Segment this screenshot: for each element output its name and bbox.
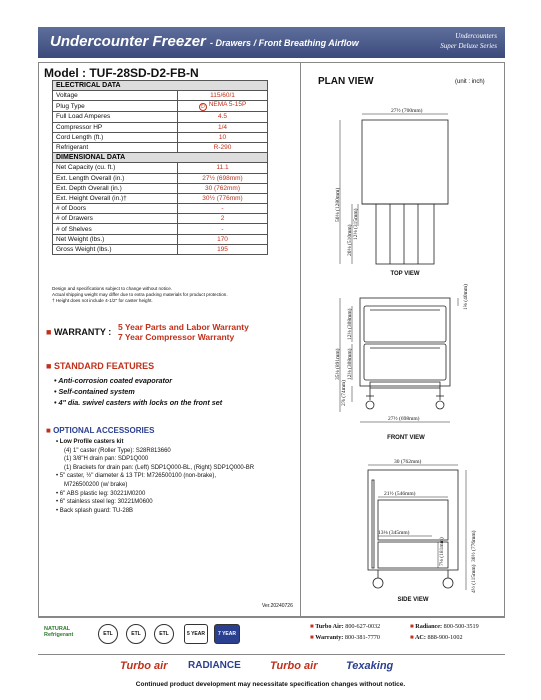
- etl-icon: ETL: [126, 624, 146, 644]
- list-item: • 6" ABS plastic leg: 30221M0200: [56, 490, 146, 497]
- contact-list: ■ Turbo Air: 800-627-0032 ■ Radiance: 800-500-3519 ■ Warranty: 800-381-7770 ■ AC: 888-900-1002: [310, 623, 479, 641]
- table-row: Net Weight (lbs.) 170: [53, 234, 268, 244]
- bullet-icon: ■: [46, 361, 54, 371]
- plan-view-title: PLAN VIEW: [318, 76, 374, 87]
- list-item: • 4" dia. swivel casters with locks on the front set: [54, 398, 223, 407]
- front-view-label: FRONT VIEW: [387, 435, 425, 441]
- spec-note-2: Actual shipping weight may differ due to extra packing materials for product protection.: [52, 292, 228, 297]
- front-view-dimensions: [340, 298, 458, 422]
- radiance-logo: RADIANCE: [188, 660, 241, 671]
- table-row: Gross Weight (lbs.) 195: [53, 244, 268, 254]
- category-label: Undercounters Super Deluxe Series: [440, 32, 497, 50]
- list-item: (4) 1" caster (Roller Type): S28R813660: [64, 447, 171, 454]
- dim-front-height: 35⅛ (891mm): [335, 348, 341, 380]
- bullet-icon: ■: [410, 623, 416, 630]
- bullet-icon: ■: [310, 623, 316, 630]
- list-item: • Self-contained system: [54, 387, 135, 396]
- table-row: Ext. Height Overall (in.)† 30½ (776mm): [53, 193, 268, 203]
- model-number: TUF-28SD-D2-FB-N: [89, 66, 199, 80]
- table-row: Refrigerant R-290: [53, 142, 268, 152]
- bullet-icon: ■: [46, 426, 54, 435]
- etl-icon: ETL: [98, 624, 118, 644]
- dim-side-inner2: 13⅛ (345mm): [378, 530, 410, 536]
- side-view-label: SIDE VIEW: [397, 597, 429, 603]
- dim-front-base: 2⅞ (74mm): [341, 380, 347, 406]
- dim-front-drawer1: 12⅛ (308mm): [347, 308, 353, 340]
- front-view-drawing: [360, 298, 450, 409]
- table-row: Voltage 115/60/1: [53, 91, 268, 101]
- dim-top-drawer: 12⅛ (315mm): [353, 208, 359, 240]
- warranty-badge-icon: 5 YEAR: [184, 624, 208, 644]
- dim-side-height: 30½ (776mm): [471, 530, 477, 562]
- list-item: • 5" caster, ½" diameter & 13 TPI: M726500100 (non-brake),: [56, 473, 217, 480]
- dim-side-depth: 30 (762mm): [394, 459, 422, 465]
- features-title: ■ STANDARD FEATURES: [46, 361, 155, 371]
- table-row: Ext. Depth Overall (in.) 30 (762mm): [53, 183, 268, 193]
- list-item: • Anti-corrosion coated evaporator: [54, 376, 173, 385]
- page-subtitle: - Drawers / Front Breathing Airflow: [210, 38, 359, 48]
- dim-front-drawer2: 12⅛ (308mm): [347, 348, 353, 380]
- etl-icon: ETL: [154, 624, 174, 644]
- list-item: • Back splash guard: TU-28B: [56, 507, 134, 514]
- list-item: • 6" stainless steel leg: 30221M0600: [56, 499, 153, 506]
- table-row: Net Capacity (cu. ft.) 11.1: [53, 163, 268, 173]
- model-heading: Model : TUF-28SD-D2-FB-N: [44, 66, 199, 80]
- plug-icon: ⏻: [199, 103, 207, 111]
- warranty-badge-icon: 7 YEAR: [214, 624, 240, 644]
- dim-top-width: 27½ (700mm): [391, 108, 423, 114]
- texaking-logo: Texaking: [346, 660, 394, 672]
- table-row: Ext. Length Overall (in.) 27½ (698mm): [53, 173, 268, 183]
- dim-side-inner1: 21½ (546mm): [384, 491, 416, 497]
- version-label: Ver.20240726: [262, 603, 293, 609]
- footer-disclaimer: Continued product development may necessitate specification changes without notice.: [135, 681, 406, 688]
- list-item: (1) Brackets for drain pan: (Left) SDP1Q000-BL, (Right) SDP1Q000-BR: [64, 464, 255, 471]
- bullet-icon: ■: [46, 327, 54, 337]
- table-row: # of Shelves -: [53, 224, 268, 234]
- page-title: Undercounter Freezer - Drawers / Front Breathing Airflow: [50, 33, 359, 50]
- table-row: # of Doors -: [53, 204, 268, 214]
- dim-top-depth: 50⅛ (1280mm): [335, 187, 341, 222]
- phone-number: 888-900-1002: [427, 634, 463, 641]
- list-item: • Low Profile casters kit: [56, 439, 124, 445]
- spec-note-1: Design and specifications subject to change without notice.: [52, 286, 173, 291]
- unit-label: (unit : inch): [455, 79, 485, 85]
- dimensional-heading: DIMENSIONAL DATA: [53, 153, 268, 163]
- table-row: # of Drawers 2: [53, 214, 268, 224]
- dim-front-top: 1⅜ (40mm): [463, 284, 469, 310]
- table-row: Plug Type ⏻ NEMA 5-15P: [53, 101, 268, 112]
- side-view-dimensions: [368, 465, 466, 590]
- top-view-dimensions: [340, 114, 448, 264]
- divider: [38, 617, 505, 618]
- phone-number: 800-500-3519: [443, 623, 479, 630]
- side-view-drawing: [368, 470, 458, 588]
- dim-side-caster: 4½ (115mm): [471, 564, 477, 593]
- bullet-icon: ■: [310, 634, 316, 641]
- phone-number: 800-381-7770: [344, 634, 380, 641]
- dim-side-drawer: 7⅛ (181mm): [439, 537, 445, 566]
- dim-front-width: 27½ (698mm): [388, 416, 420, 422]
- turbo-air-logo: Turbo air: [270, 660, 318, 672]
- natural-refrigerant-logo: NATURAL Refrigerant: [44, 626, 74, 638]
- brand-logos: [120, 660, 440, 676]
- list-item: (1) 3/8"H drain pan: SDP1Q000: [64, 456, 149, 463]
- accessories-title: ■ OPTIONAL ACCESSORIES: [46, 426, 155, 435]
- top-view-label: TOP VIEW: [390, 271, 420, 277]
- dim-top-inner: 20⅛ (510mm): [347, 224, 353, 256]
- table-row: Cord Length (ft.) 10: [53, 132, 268, 142]
- bullet-icon: ■: [410, 634, 415, 641]
- divider: [38, 654, 505, 655]
- warranty-line-1: 5 Year Parts and Labor Warranty: [118, 322, 249, 332]
- turbo-air-logo: Turbo air: [120, 660, 168, 672]
- spec-note-3: † Height does not include 4-1/2" for caster height.: [52, 298, 153, 303]
- electrical-heading: ELECTRICAL DATA: [53, 81, 268, 91]
- top-view-drawing: [362, 120, 448, 264]
- table-row: Full Load Amperes 4.5: [53, 112, 268, 122]
- certification-logos: [44, 622, 284, 648]
- warranty-line-2: 7 Year Compressor Warranty: [118, 332, 235, 342]
- table-row: Compressor HP 1/4: [53, 122, 268, 132]
- list-item: M726500200 (w/ brake): [64, 481, 128, 488]
- phone-number: 800-627-0032: [345, 623, 381, 630]
